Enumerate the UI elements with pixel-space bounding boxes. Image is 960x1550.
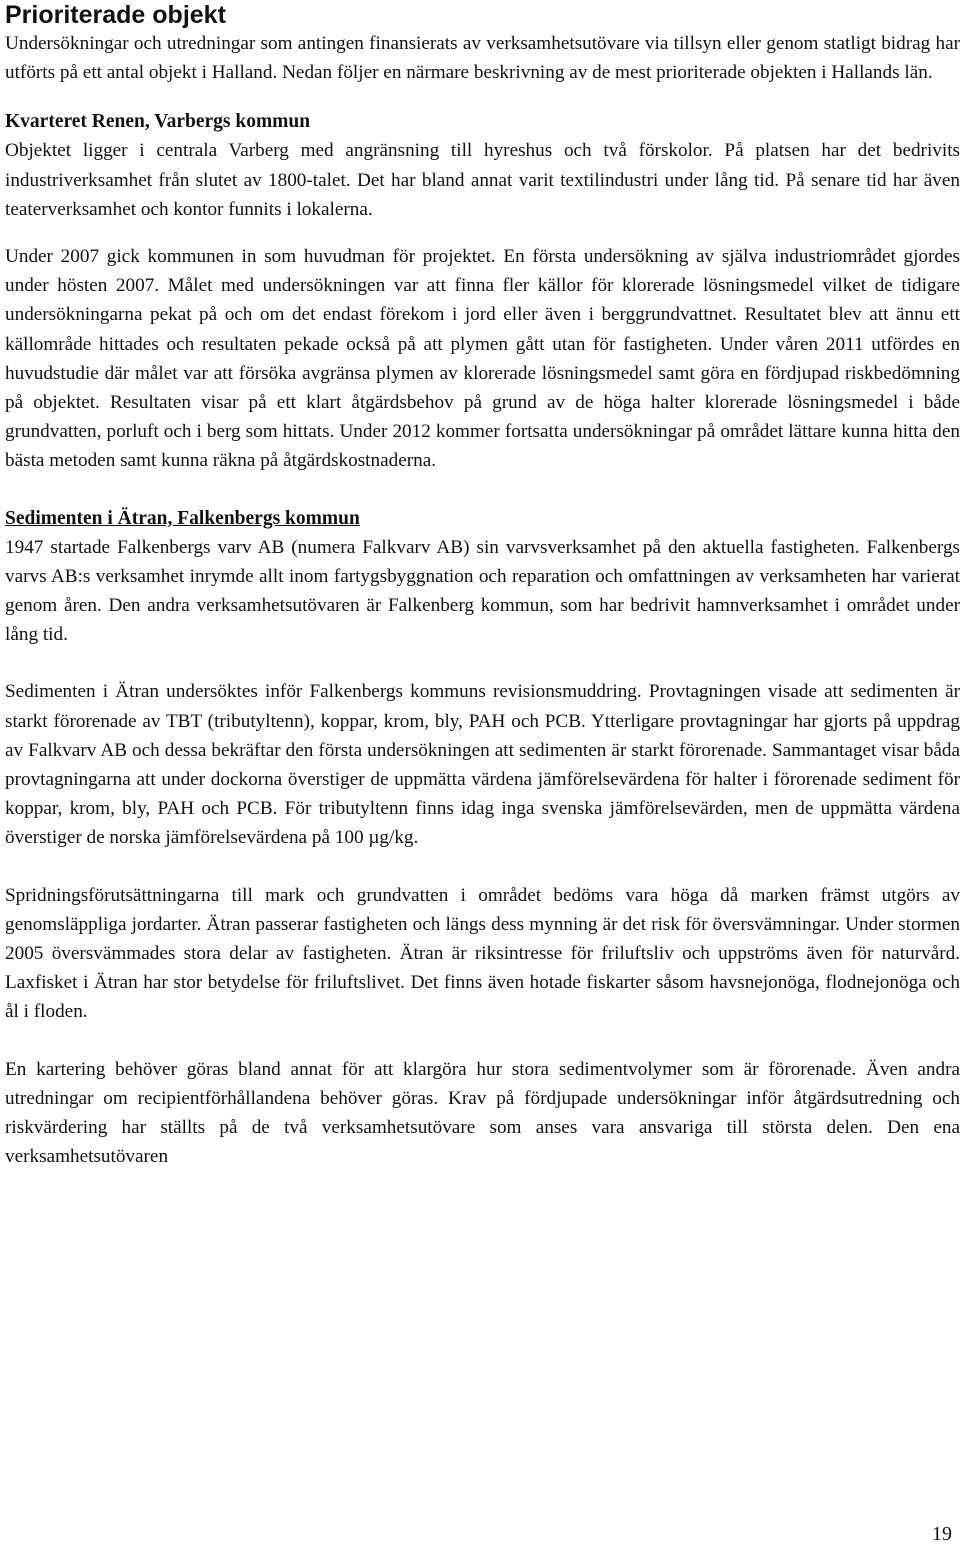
paragraph: Spridningsförutsättningarna till mark och grundvatten i området bedöms vara höga då marken främst utgörs av genomsläppliga jordarter. Ätran passerar fastigheten och längs dess mynning är det risk för översvämningar. Under stormen 2005 översvämmades stora delar av fastigheten. Ätran är riksintresse för friluftsliv och uppströms även för naturvård. Laxfisket i Ätran har stor betydelse för friluftslivet. Det finns även hotade fiskarter såsom havsnejonöga, flodnejonöga och ål i floden. <box>5 884 960 1023</box>
section-heading: Sedimenten i Ätran, Falkenbergs kommun <box>5 507 360 529</box>
section-kvarteret-renen <box>5 107 960 475</box>
section-sedimenten-atran <box>5 504 960 1172</box>
paragraph: En kartering behöver göras bland annat för att klargöra hur stora sedimentvolymer som är förorenade. Även andra utredningar om recipientförhållandena behöver göras. Krav på fördjupade undersökningar inför åtgärdsutredning och riskvärdering har ställts på de två verksamhetsutövare som anses vara ansvariga till största delen. Den ena verksamhetsutövaren <box>5 1058 960 1168</box>
intro-paragraph: Undersökningar och utredningar som antingen finansierats av verksamhetsutövare via tillsyn eller genom statligt bidrag har utförts på ett antal objekt i Halland. Nedan följer en närmare beskrivning av de mest prioriterade objekten i Hallands län. <box>5 33 960 84</box>
paragraph: Objektet ligger i centrala Varberg med angränsning till hyreshus och två förskolor. På platsen har det bedrivits industriverksamhet från slutet av 1800-talet. Det har bland annat varit textilindustri under lång tid. På senare tid har även teaterverksamhet och kontor funnits i lokalerna. <box>5 140 960 220</box>
page-number: 19 <box>932 1523 952 1545</box>
paragraph: Sedimenten i Ätran undersöktes inför Falkenbergs kommuns revisionsmuddring. Provtagningen visade att sedimenten är starkt förorenade av TBT (tributyltenn), koppar, krom, bly, PAH och PCB. Ytterligare provtagningar har gjorts på uppdrag av Falkvarv AB och dessa bekräftar den första undersökningen att sedimenten är starkt förorenade. Sammantaget visar båda provtagningarna att under dockorna överstiger de uppmätta värdena jämförelsevärdena för halter i förorenade sediment för koppar, krom, bly, PAH och PCB. För tributyltenn finns idag inga svenska jämförelsevärden, men de uppmätta värdena överstiger de norska jämförelsevärdena på 100 µg/kg. <box>5 681 960 849</box>
section-heading: Kvarteret Renen, Varbergs kommun <box>5 111 311 133</box>
paragraph: 1947 startade Falkenbergs varv AB (numera Falkvarv AB) sin varvsverksamhet på den aktuella fastigheten. Falkenbergs varvs AB:s verksamhet inrymde allt inom fartygsbyggnation och reparation och omfattningen av verksamheten har varierat genom åren. Den andra verksamhetsutövaren är Falkenberg kommun, som har bedrivit hamnverksamhet i området under lång tid. <box>5 536 960 646</box>
page-title: Prioriterade objekt <box>5 1 226 29</box>
document-page <box>5 0 960 1172</box>
paragraph: Under 2007 gick kommunen in som huvudman för projektet. En första undersökning av själva industriområdet gjordes under hösten 2007. Målet med undersökningen var att finna fler källor för klorerade lösningsmedel vilket de tidigare undersökningarna pekat på och om det endast förekom i jord eller även i berggrundvattnet. Resultatet blev att ännu ett källområde hittades och resultaten pekade också på att plymen gått utan för fastigheten. Under våren 2011 utfördes en huvudstudie där målet var att försöka avgränsa plymen av klorerade lösningsmedel samt göra en fördjupad riskbedömning på objektet. Resultaten visar på ett klart åtgärdsbehov på grund av de höga halter klorerade lösningsmedel i både grundvatten, porluft och i berg som hittats. Under 2012 kommer fortsatta undersökningar på området lättare kunna hitta den bästa metoden samt kunna räkna på åtgärdskostnaderna. <box>5 246 960 472</box>
